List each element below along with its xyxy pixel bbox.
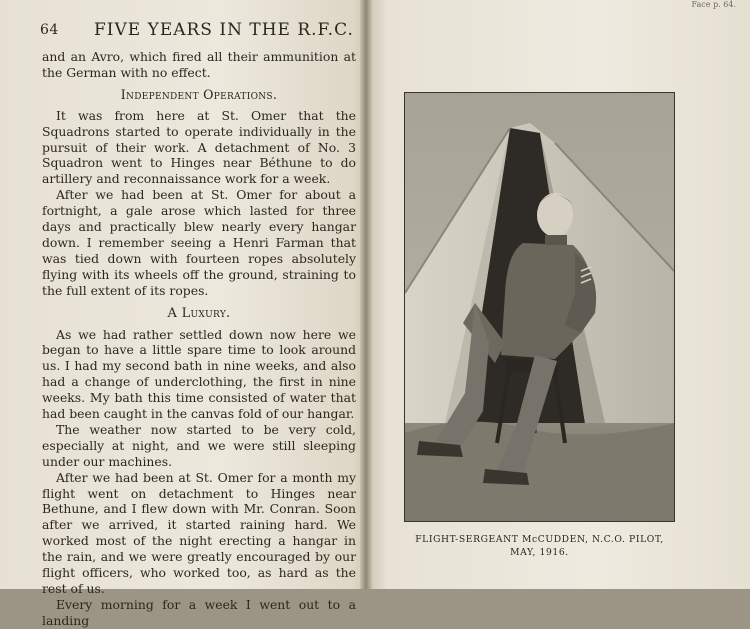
paragraph: It was from here at St. Omer that the Squadrons started to operate individually in the pursuit of their work. A detachment of No. 3 Squadron went to Hinges near Béthune to do artillery and reconnaissance work for a week.	[42, 107, 356, 187]
paragraph: and an Avro, which fired all their ammunition at the German with no effect.	[42, 49, 356, 80]
running-head: FIVE YEARS IN THE R.F.C.	[94, 20, 354, 40]
paragraph: Every morning for a week I went out to a landing	[42, 596, 356, 628]
caption-line-2: MAY, 1916.	[510, 547, 569, 558]
page-number: 64	[40, 22, 59, 38]
paragraph: As we had rather settled down now here we began to have a little spare time to look around us. I had my second bath in nine weeks, and also had a change of underclothing, the first in nine weeks. My bath this time consisted of water that had been caught in the canvas fold of our hangar.	[42, 326, 356, 422]
paragraph: After we had been at St. Omer for a month my flight went on detachment to Hinges near Bethune, and I flew down with Mr. Conran. Soon after we arrived, it started raining hard. We worked most of the night erecting a hangar in the rain, and we were greatly encouraged by our flight officers, who worked too, as hard as the rest of us.	[42, 469, 356, 596]
section-heading: A Luxury.	[167, 305, 231, 321]
portrait-photo	[404, 92, 675, 522]
book-gutter	[360, 0, 372, 589]
facing-note: Face p. 64.	[691, 0, 736, 9]
body-text	[42, 49, 356, 629]
paragraph: After we had been at St. Omer for about a fortnight, a gale arose which lasted for three days and practically blew nearly every hangar down. I remember seeing a Henri Farman that was tied down with fourteen ropes absolutely flying with its wheels off the ground, straining to the full extent of its ropes.	[42, 187, 356, 298]
section-heading: Independent Operations.	[120, 86, 278, 102]
photo-caption	[404, 533, 675, 559]
photo-illustration	[405, 93, 675, 522]
page-header	[38, 18, 356, 42]
caption-line-1: FLIGHT-SERGEANT McCUDDEN, N.C.O. PILOT,	[415, 534, 664, 545]
paragraph: The weather now started to be very cold, especially at night, and we were still sleeping under our machines.	[42, 421, 356, 469]
